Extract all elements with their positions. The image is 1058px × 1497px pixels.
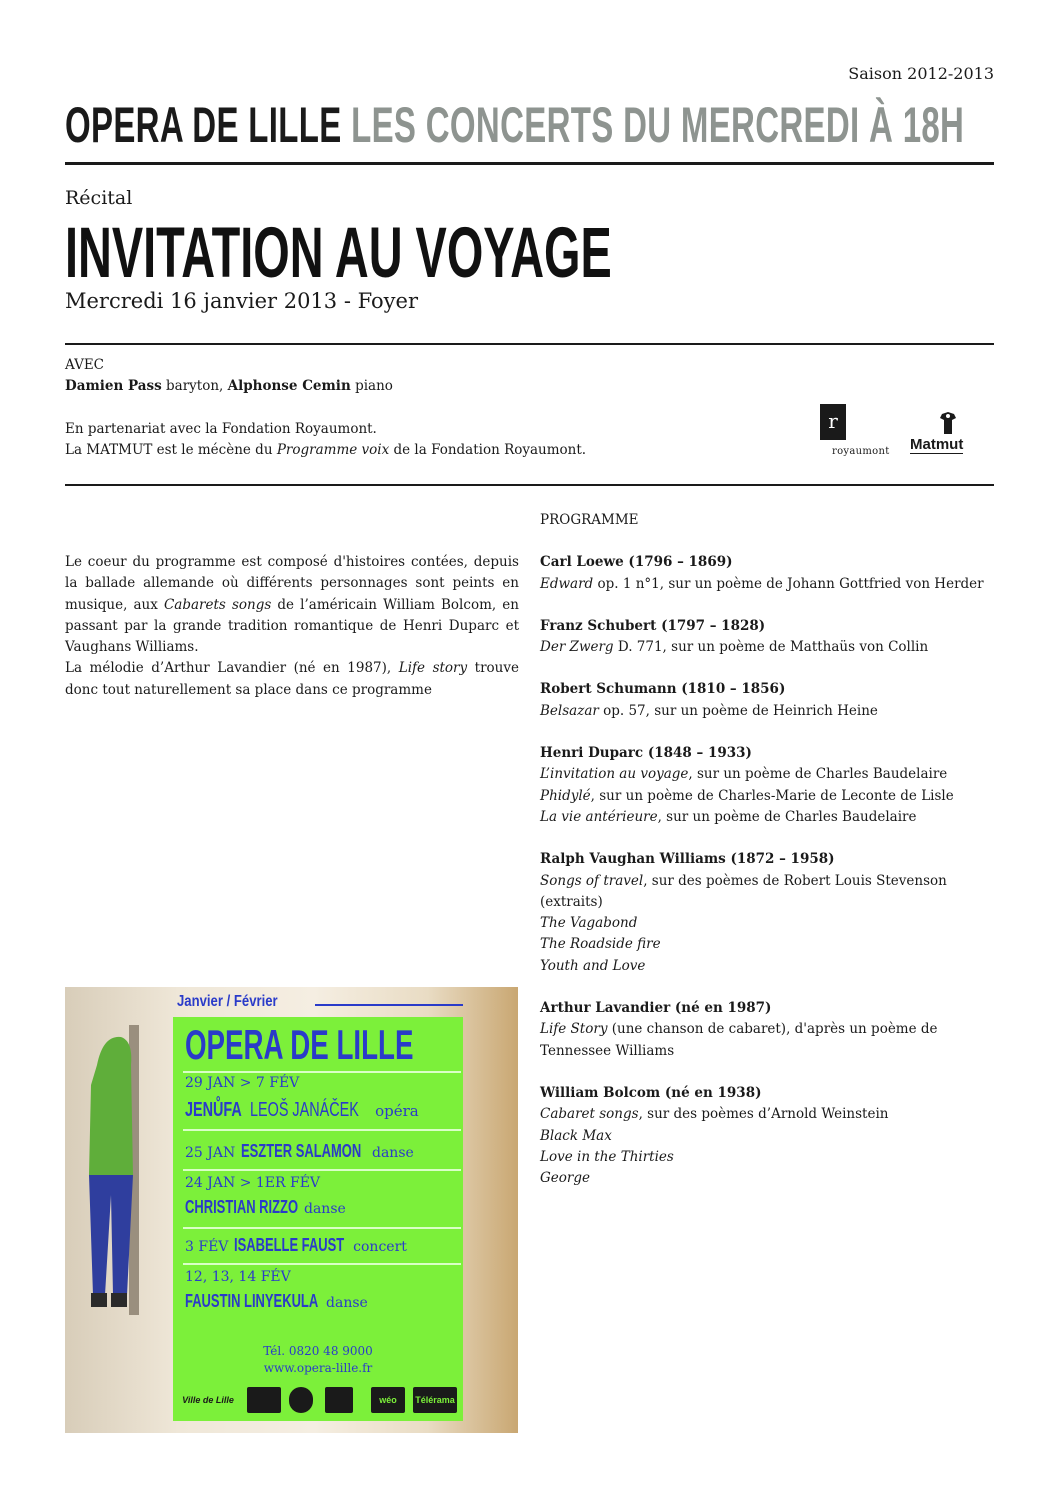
work: La vie antérieure: [540, 808, 658, 825]
series-name: LES CONCERTS DU MERCREDI À 18H: [351, 97, 965, 153]
work: Phidylé: [540, 787, 591, 804]
performer-1-role: baryton,: [166, 378, 224, 394]
song: The Roadside fire: [540, 936, 661, 953]
work-details: , sur des poèmes de Robert Louis Stevenson (extraits): [540, 872, 947, 910]
poster-website: www.opera-lille.fr: [263, 1361, 373, 1375]
poster-event-3-name: CHRISTIAN RIZZO: [185, 1197, 299, 1217]
work: Belsazar: [540, 702, 599, 719]
sponsor-logo-icon: [325, 1387, 353, 1413]
song: Black Max: [540, 1127, 612, 1144]
programme-item-loewe: [540, 552, 1000, 595]
title-divider: [65, 343, 994, 345]
poster-separator: [183, 1227, 461, 1229]
work: L’invitation au voyage: [540, 766, 689, 783]
composer: Henri Duparc (1848 – 1933): [540, 745, 752, 762]
work-details-2: Tennessee Williams: [540, 1042, 675, 1059]
poster-event-4-date: 3 FÉV: [185, 1239, 229, 1255]
poster-phone: Tél. 0820 48 9000: [263, 1344, 373, 1358]
work-details: (une chanson de cabaret), d'après un poème de: [607, 1021, 938, 1038]
work: Edward: [540, 575, 594, 592]
poster-figure-illustration: [77, 1025, 139, 1315]
composer: Franz Schubert (1797 – 1828): [540, 617, 766, 634]
logo-telerama: Télérama: [413, 1387, 457, 1413]
royaumont-name: royaumont: [832, 446, 890, 457]
performers: [65, 378, 393, 394]
song: Love in the Thirties: [540, 1148, 674, 1165]
programme-item-bolcom: [540, 1083, 1000, 1189]
programme-voix: Programme voix: [276, 442, 390, 458]
description-text: Le coeur du programme est composé d'histoires contées, depuis la ballade allemande où différents personnages sont peints en musique, aux: [65, 554, 519, 613]
royaumont-logo: [820, 404, 894, 458]
royaumont-mark: r: [820, 404, 846, 440]
poster-event-1-composer: LEOŠ JANÁČEK: [249, 1099, 359, 1121]
poster-event-3-date: 24 JAN > 1ER FÉV: [185, 1175, 321, 1191]
cabarets-songs: Cabarets songs: [163, 596, 272, 613]
poster-separator: [183, 1263, 461, 1265]
work-details: op. 1 n°1, sur un poème de Johann Gottfried von Herder: [593, 575, 984, 592]
work-details: op. 57, sur un poème de Heinrich Heine: [598, 702, 878, 719]
song: George: [540, 1170, 590, 1187]
poster-event-4-genre: concert: [353, 1239, 407, 1255]
programme-item-schubert: [540, 616, 1000, 659]
header-divider: [65, 162, 994, 165]
programme-item-lavandier: [540, 998, 1000, 1062]
composer: Carl Loewe (1796 – 1869): [540, 554, 733, 571]
composer: Ralph Vaughan Williams (1872 – 1958): [540, 851, 835, 868]
poster-event-2-date: 25 JAN: [185, 1145, 236, 1161]
poster-event-1-name: JENŮFA: [185, 1099, 242, 1121]
programme-item-schumann: [540, 679, 1000, 722]
cast-label: AVEC: [65, 357, 105, 373]
organization-name: OPERA DE LILLE: [65, 97, 342, 153]
performer-1-name: Damien Pass: [65, 378, 162, 394]
partnership-line-2: [65, 442, 586, 458]
event-date: Mercredi 16 janvier 2013 - Foyer: [65, 289, 418, 313]
work-details: , sur un poème de Charles Baudelaire: [657, 808, 917, 825]
work-details: , sur un poème de Charles-Marie de Leconte de Lisle: [590, 787, 954, 804]
work: Cabaret songs: [540, 1106, 639, 1123]
season-label: Saison 2012-2013: [848, 64, 994, 83]
description-text-2: de l’américain William Bolcom, en passant par la grande tradition romantique de Henri Duparc et Vaughans Williams.: [65, 596, 519, 656]
description: [65, 552, 519, 701]
work: Der Zwerg: [540, 639, 614, 656]
poster-event-5-genre: danse: [326, 1295, 368, 1311]
sponsor-logo-round-icon: [289, 1387, 313, 1413]
poster-month: Janvier / Février: [177, 993, 278, 1010]
poster-event-5-date: 12, 13, 14 FÉV: [185, 1269, 291, 1285]
poster-sponsor-logos: [177, 1385, 459, 1417]
programme: [540, 510, 1000, 1210]
poster-event-5: [185, 1291, 368, 1312]
song: Youth and Love: [540, 957, 646, 974]
logo-ville-de-lille: Ville de Lille: [182, 1395, 234, 1405]
page-header: [65, 97, 965, 153]
song: The Vagabond: [540, 915, 638, 932]
poster-event-1-date: 29 JAN > 7 FÉV: [185, 1075, 300, 1091]
poster-card: [173, 1017, 463, 1421]
programme-label: PROGRAMME: [540, 512, 639, 528]
poster-event-4-name: ISABELLE FAUST: [234, 1235, 345, 1255]
work: Life Story: [540, 1021, 608, 1038]
matmut-name: Matmut: [910, 436, 964, 453]
performer-2-role: piano: [355, 378, 393, 394]
event-title: INVITATION AU VOYAGE: [65, 214, 612, 293]
poster-event-5-name: FAUSTIN LINYEKULA: [185, 1291, 319, 1311]
composer: William Bolcom (né en 1938): [540, 1084, 762, 1101]
poster-separator: [183, 1129, 461, 1131]
work: Songs of travel: [540, 872, 644, 889]
poster-contact: [173, 1343, 463, 1377]
poster-event-2-genre: danse: [372, 1145, 414, 1161]
description-paragraph-1: [65, 552, 519, 658]
partnership-text-end: de la Fondation Royaumont.: [389, 442, 587, 458]
composer: Arthur Lavandier (né en 1987): [540, 1000, 772, 1017]
programme-item-vaughan-williams: [540, 849, 1000, 977]
work-details: D. 771, sur un poème de Matthaüs von Collin: [613, 639, 929, 656]
logo-weo: wéo: [371, 1387, 405, 1413]
description-paragraph-2: [65, 658, 519, 701]
performer-2-name: Alphonse Cemin: [227, 378, 351, 394]
description-text-3: La mélodie d’Arthur Lavandier (né en 1987),: [65, 660, 399, 677]
matmut-emblem-icon: [930, 410, 970, 436]
poster-separator: [183, 1169, 461, 1171]
sponsor-logo-icon: [247, 1387, 281, 1413]
season-poster: [65, 987, 518, 1433]
life-story: Life story: [398, 660, 468, 677]
poster-event-2-name: ESZTER SALAMON: [240, 1141, 362, 1161]
programme-item-duparc: [540, 743, 1000, 828]
matmut-logo: [908, 410, 978, 460]
poster-separator: [183, 1071, 461, 1073]
section-divider: [65, 484, 994, 486]
event-kind: Récital: [65, 187, 133, 209]
poster-event-1: [185, 1097, 419, 1122]
poster-month-line: [315, 1004, 463, 1006]
work-details: , sur des poèmes d’Arnold Weinstein: [638, 1106, 889, 1123]
poster-title: OPERA DE LILLE: [185, 1021, 414, 1068]
partnership-text: La MATMUT est le mécène du: [65, 442, 277, 458]
poster-event-3-genre: danse: [304, 1201, 346, 1217]
poster-event-1-genre: opéra: [375, 1102, 419, 1120]
composer: Robert Schumann (1810 – 1856): [540, 681, 786, 698]
description-text-4: trouve donc tout naturellement sa place dans ce programme: [65, 660, 519, 698]
poster-event-3: [185, 1197, 346, 1218]
poster-event-2: [185, 1141, 414, 1162]
partnership-line-1: En partenariat avec la Fondation Royaumont.: [65, 421, 377, 437]
poster-event-4: [185, 1235, 407, 1256]
work-details: , sur un poème de Charles Baudelaire: [688, 766, 948, 783]
